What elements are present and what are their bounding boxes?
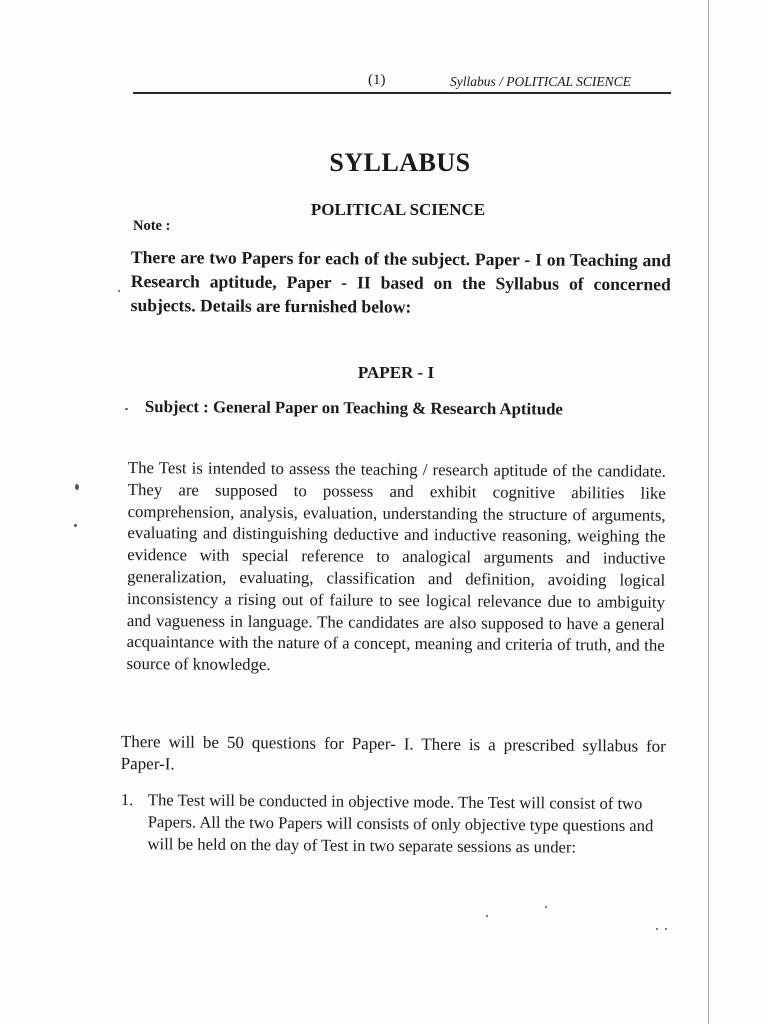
scan-speck (118, 290, 120, 292)
scan-speck (125, 408, 128, 410)
scan-speck (665, 928, 667, 930)
paper-heading: PAPER - I (357, 363, 435, 382)
paper-subject-line: Subject : General Paper on Teaching & Research Aptitude (144, 397, 563, 419)
questions-paragraph: There will be 50 questions for Paper- I. There is a prescribed syllabus for Paper-I. (120, 731, 666, 774)
list-item (120, 789, 669, 859)
subject-title: POLITICAL SCIENCE (310, 200, 486, 219)
scan-speck (75, 484, 79, 490)
intro-paragraph: The Test is intended to assess the teaching / research aptitude of the candidate. They are supposed to possess and exhibit cognitive abilities like comprehension, analysis, evaluation, understanding the structure of arguments, evaluating and distinguishing deductive and inductive reasoning, weighing the evidence with special reference to analogical arguments and inductive generalization, evaluating, classification and definition, avoiding logical inconsistency a rising out of failure to see logical relevance due to ambiguity and vagueness in language. The candidates are also supposed to have a general acquaintance with the nature of a concept, meaning and criteria of truth, and the source of knowledge. (126, 457, 666, 675)
scan-speck (545, 906, 547, 908)
scan-speck (74, 524, 77, 527)
scan-speck (656, 928, 658, 930)
running-head: Syllabus / POLITICAL SCIENCE (450, 74, 631, 89)
note-text: There are two Papers for each of the subject. Paper - I on Teaching and Research aptitude, Paper - II based on the Syllabus of concerned subjects. Details are furnished below: (130, 246, 671, 317)
list-item-text: The Test will be conducted in objective mode. The Test will consist of two Papers. All the two Papers will consists of only objective type questions and will be held on the day of Test in two separate sessions as under: (147, 790, 654, 857)
header-rule (133, 92, 671, 94)
page-number: (1) (368, 72, 386, 88)
scan-speck (486, 915, 488, 917)
list-item-number: 1. (120, 789, 134, 810)
note-label: Note : (133, 218, 171, 234)
page-title: SYLLABUS (329, 148, 471, 177)
